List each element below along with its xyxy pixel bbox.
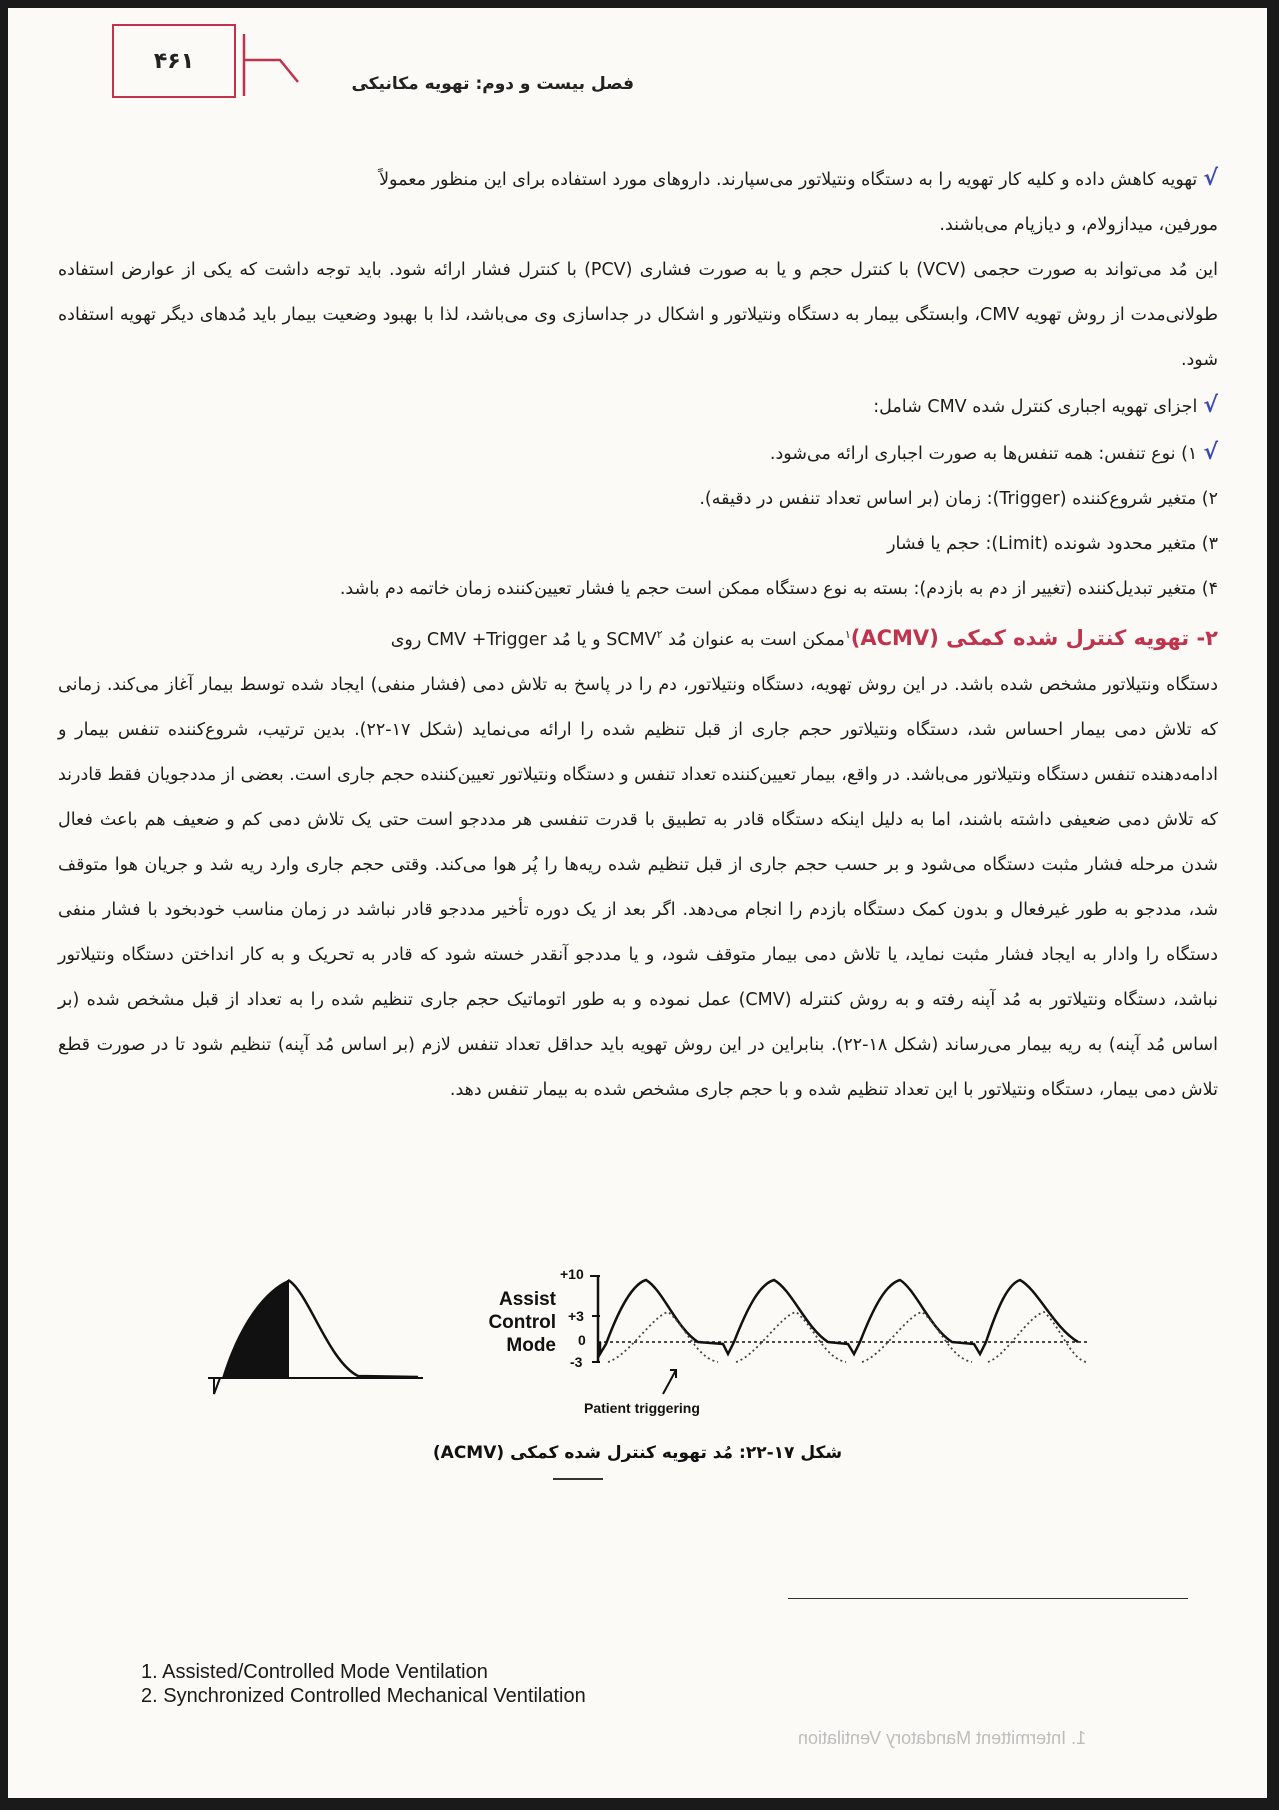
footnote-2: 2. Synchronized Controlled Mechanical Ventilation — [141, 1685, 586, 1707]
bleed-through-text: 1. Intermittent Mandatory Ventilation — [798, 1728, 1087, 1748]
section-title: ۲- تهویه کنترل شده کمکی (ACMV) — [850, 625, 1218, 650]
tick-label: +10 — [560, 1266, 584, 1282]
document-page — [8, 8, 1267, 1798]
page-number-box — [112, 24, 236, 98]
assist-control-axis — [590, 1276, 1088, 1362]
tick-label: 0 — [578, 1332, 586, 1348]
figure-caption: شکل ۱۷-۲۲: مُد تهویه کنترل شده کمکی (ACMV) — [432, 1443, 843, 1463]
footnotes — [141, 1660, 586, 1708]
paragraph-1-line-1: √تهویه کاهش داده و کلیه کار تهویه را به دستگاه ونتیلاتور می‌سپارند. داروهای مورد استفاده برای این منظور معمولاً — [379, 166, 1218, 191]
tick-label: +3 — [568, 1308, 584, 1324]
footnote-1: 1. Assisted/Controlled Mode Ventilation — [141, 1661, 488, 1683]
check-mark-icon: √ — [1203, 440, 1218, 465]
single-breath-waveform — [208, 1280, 423, 1394]
page-number: ۴۶۱ — [153, 48, 195, 74]
mode-label: Assist Control Mode — [488, 1289, 556, 1356]
acmv-waveform-figure — [208, 1266, 1088, 1436]
list-intro: √اجزای تهویه اجباری کنترل شده CMV شامل: — [873, 393, 1218, 418]
paragraph-2: این مُد می‌تواند به صورت حجمی (VCV) با کنترل حجم و یا به صورت فشاری (PCV) با کنترل فشار ارائه شود. باید توجه داشت که یکی از عوارض استفاده طولانی‌مدت از روش تهویه CMV، وابستگی بیمار به دستگاه ونتیلاتور و اشکال در جداسازی وی می‌باشد، لذا با بهبود وضعیت بیمار باید مُدهای دیگر تهویه استفاده شود. — [58, 260, 1218, 370]
body-text — [58, 156, 1218, 1113]
footnote-ref-2: ۲ — [656, 628, 663, 641]
list-item-3: ۳) متغیر محدود شونده (Limit): حجم یا فشار — [887, 534, 1218, 554]
tick-label: -3 — [570, 1354, 583, 1370]
chapter-title: فصل بیست و دوم: تهویه مکانیکی — [351, 74, 634, 94]
caption-underline — [553, 1478, 603, 1480]
section-paragraph: دستگاه ونتیلاتور مشخص شده باشد. در این روش تهویه، دستگاه ونتیلاتور، دم را در پاسخ به تلاش دمی (فشار منفی) ایجاد شده توسط بیمار آغاز می‌کند. زمانی که تلاش دمی بیمار احساس شد، دستگاه ونتیلاتور حجم جاری از قبل تنظیم شده را ارائه می‌نماید (شکل ۱۷-۲۲). بدین ترتیب، شروع‌کننده تنفس بیمار و ادامه‌دهنده تنفس دستگاه ونتیلاتور می‌باشد. در واقع، بیمار تعیین‌کننده تعداد تنفس و دستگاه ونتیلاتور تعیین‌کننده حجم جاری است. بعضی از مددجویان فقط قادرند که تلاش دمی ضعیفی داشته باشند، اما به دلیل اینکه دستگاه قادر به تطبیق با قدرت تنفسی هر مددجو است حتی یک تلاش دمی کم و ضعیف هم باعث فعال شدن مرحله فشار مثبت دستگاه می‌شود و بر حسب حجم جاری از قبل تنظیم شده ریه‌ها را پُر هوا می‌کند. وقتی حجم جاری وارد ریه شد و جریان هوا متوقف شد، مددجو به طور غیرفعال و بدون کمک دستگاه بازدم را انجام می‌دهد. اگر بعد از یک دوره تأخیر مددجو قادر نباشد در زمان مناسب خودبخود با فشار منفی دستگاه را وادار به ایجاد فشار مثبت نماید، یا تلاش دمی بیمار متوقف شود، و یا مددجو آنقدر خسته شود که قادر به تحریک و به کار انداختن دستگاه ونتیلاتور نباشد، دستگاه ونتیلاتور به مُد آپنه رفته و به روش کنترله (CMV) عمل نموده و به طور اتوماتیک حجم جاری تنظیم شده را به تعداد از قبل مشخص شده (بر اساس مُد آپنه) به ریه بیمار می‌رساند (شکل ۱۸-۲۲). بنابراین در این روش تهویه باید حداقل تعداد تنفس لازم (بر اساس مُد آپنه) تنظیم شود تا در صورت قطع تلاش دمی بیمار، دستگاه ونتیلاتور با این تعداد تنظیم شده و با حجم جاری مشخص شده به بیمار تنفس دهد. — [58, 674, 1219, 1100]
list-item-2: ۲) متغیر شروع‌کننده (Trigger): زمان (بر اساس تعداد تنفس در دقیقه). — [699, 489, 1218, 509]
section-heading: ۲- تهویه کنترل شده کمکی (ACMV)$^۱$ممکن است به عنوان مُد SCMV$^۲$ و یا مُد CMV +Trigger روی — [390, 625, 1218, 650]
list-item-4: ۴) متغیر تبدیل‌کننده (تغییر از دم به بازدم): بسته به نوع دستگاه ممکن است حجم یا فشار تعیین‌کننده زمان خاتمه دم باشد. — [339, 579, 1218, 599]
check-mark-icon: √ — [1203, 393, 1218, 418]
trigger-arrow-icon — [663, 1370, 676, 1394]
list-item-1: √۱) نوع تنفس: همه تنفس‌ها به صورت اجباری ارائه می‌شود. — [769, 440, 1218, 465]
footnote-rule — [788, 1598, 1188, 1599]
footnote-ref-1: ۱ — [844, 628, 851, 641]
patient-triggering-label: Patient triggering — [584, 1400, 700, 1416]
paragraph-1-line-2: مورفین، میدازولام، و دیازپام می‌باشند. — [939, 215, 1218, 235]
pressure-waveform — [600, 1280, 1078, 1354]
check-mark-icon: √ — [1203, 166, 1218, 191]
handwritten-page-mark — [240, 30, 300, 100]
flow-waveform — [608, 1312, 1086, 1362]
